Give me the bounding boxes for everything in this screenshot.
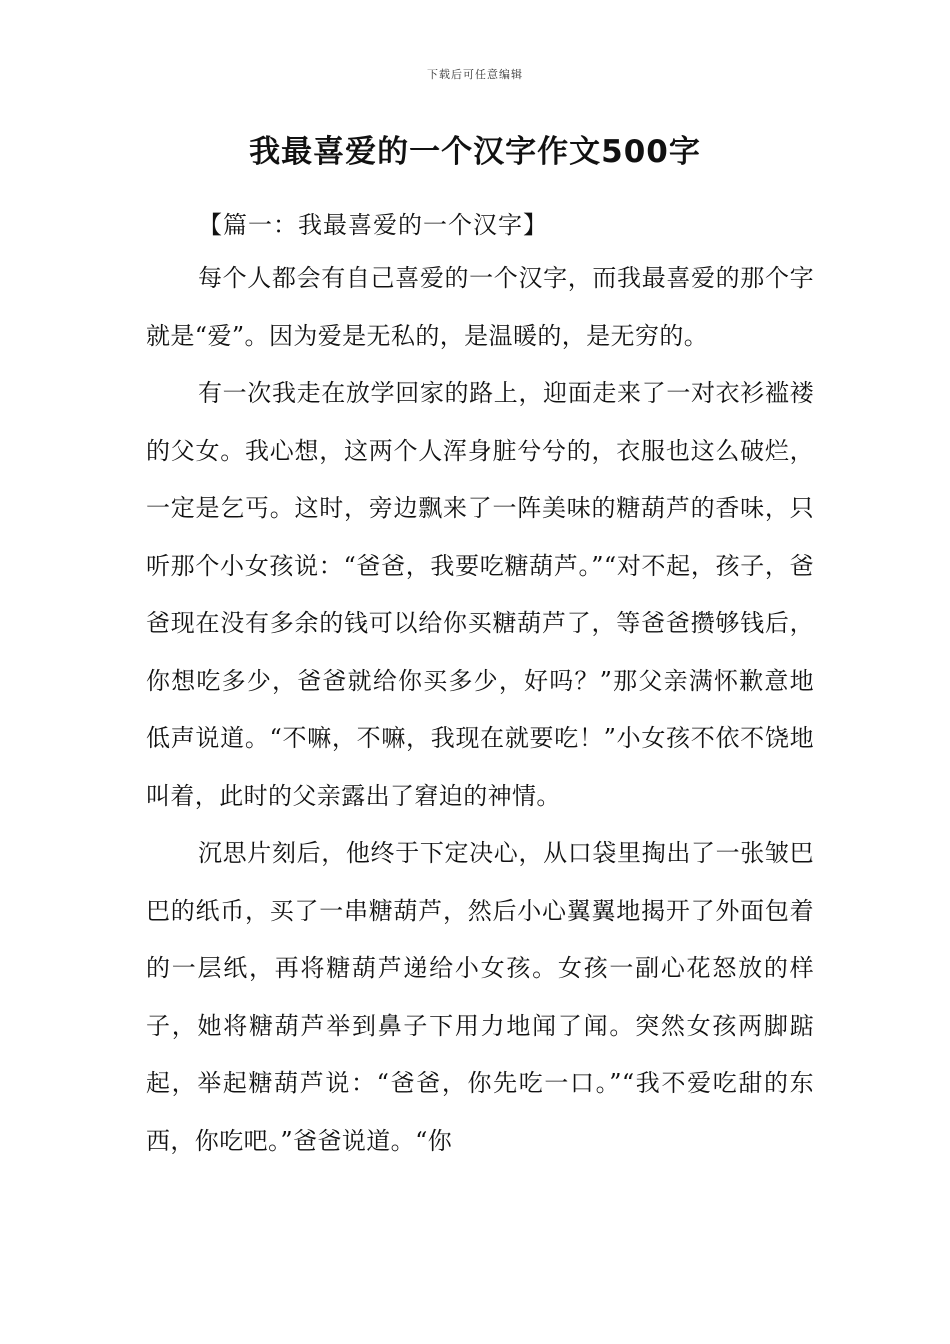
header-note: 下载后可任意编辑: [427, 68, 523, 81]
section-heading: 【篇一：我最喜爱的一个汉字】: [198, 211, 548, 239]
document-body: [146, 250, 814, 1170]
paragraph-2: 有一次我走在放学回家的路上，迎面走来了一对衣衫褴褛的父女。我心想，这两个人浑身脏兮兮的，衣服也这么破烂，一定是乞丐。这时，旁边飘来了一阵美味的糖葫芦的香味，只听那个小女孩说：“爸爸，我要吃糖葫芦。”“对不起，孩子，爸爸现在没有多余的钱可以给你买糖葫芦了，等爸爸攒够钱后，你想吃多少，爸爸就给你买多少，好吗？”那父亲满怀歉意地低声说道。“不嘛，不嘛，我现在就要吃！”小女孩不依不饶地叫着，此时的父亲露出了窘迫的神情。: [146, 379, 814, 810]
paragraph-1: 每个人都会有自己喜爱的一个汉字，而我最喜爱的那个字就是“爱”。因为爱是无私的，是温暖的，是无穷的。: [146, 264, 814, 350]
paragraph-3: 沉思片刻后，他终于下定决心，从口袋里掏出了一张皱巴巴的纸币，买了一串糖葫芦，然后小心翼翼地揭开了外面包着的一层纸，再将糖葫芦递给小女孩。女孩一副心花怒放的样子，她将糖葫芦举到鼻子下用力地闻了闻。突然女孩两脚踮起，举起糖葫芦说：“爸爸，你先吃一口。”“我不爱吃甜的东西，你吃吧。”爸爸说道。“你: [146, 839, 814, 1155]
document-title: 我最喜爱的一个汉字作文500字: [249, 134, 701, 170]
